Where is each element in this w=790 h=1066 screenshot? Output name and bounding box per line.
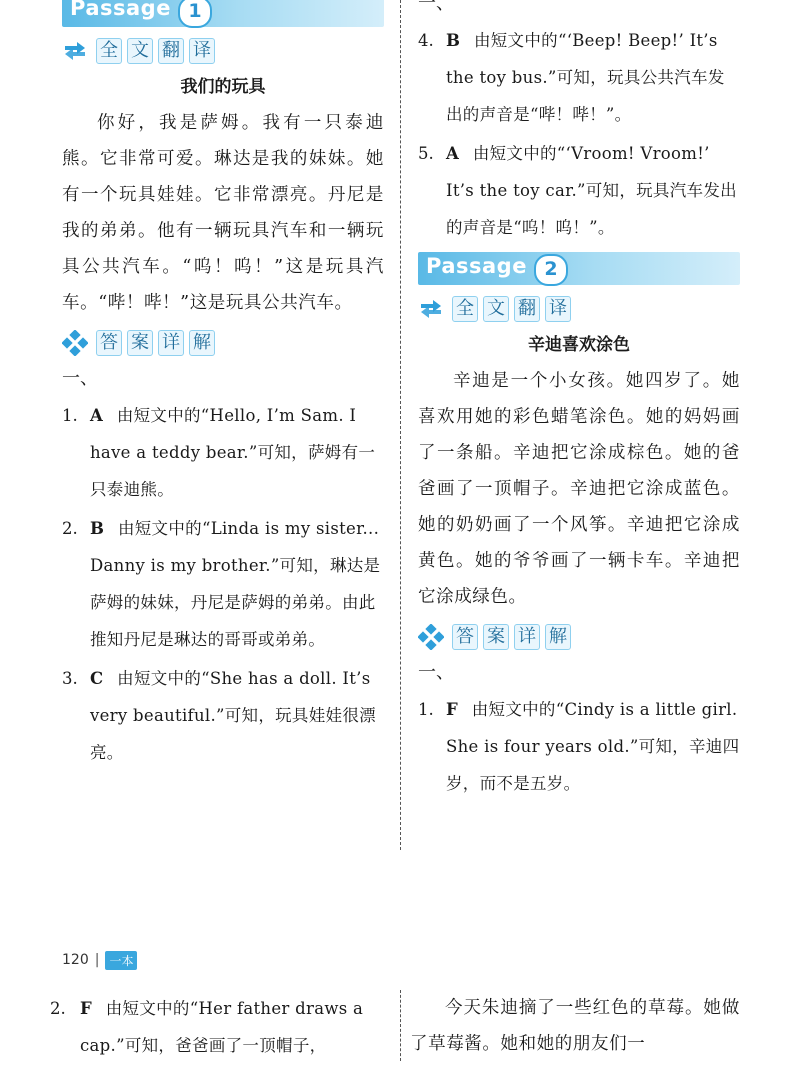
- passage-1-banner: [62, 0, 384, 27]
- right-column: [418, 0, 740, 804]
- next-page-left: [50, 990, 380, 1066]
- answer-item: [418, 22, 740, 133]
- item-answer: F: [446, 700, 458, 719]
- item-explanation: 由短文中的“Hello, I’m Sam. I have a teddy bear.”可知，萨姆有一只泰迪熊。: [90, 406, 376, 499]
- part-label: 一、: [62, 368, 98, 389]
- item-answer: B: [446, 31, 460, 50]
- passage-label: Passage: [70, 0, 171, 20]
- heading-char: 全: [96, 38, 122, 64]
- next-page-right: [410, 990, 740, 1062]
- translation-heading: [62, 33, 384, 69]
- answer-item: [62, 397, 384, 508]
- passage-label: Passage: [426, 254, 527, 278]
- item-number: 4.: [418, 31, 434, 50]
- answer-item: [418, 691, 740, 802]
- item-number: 5.: [418, 144, 434, 163]
- item-number: 1.: [418, 700, 434, 719]
- heading-char: 答: [452, 624, 478, 650]
- item-explanation: 由短文中的“Her father draws a cap.”可知，爸爸画了一顶帽子，: [80, 999, 364, 1055]
- passage-number: 2: [534, 254, 568, 286]
- item-number: 1.: [62, 406, 78, 425]
- passage-title: 我们的玩具: [180, 77, 266, 97]
- heading-char: 文: [127, 38, 153, 64]
- column-divider-bottom: [400, 990, 401, 1061]
- heading-char: 答: [96, 330, 122, 356]
- swap-arrows-icon: [62, 38, 88, 64]
- part-label: 一、: [418, 0, 454, 14]
- item-number: 3.: [62, 669, 78, 688]
- item-explanation: 由短文中的“‘Beep! Beep!’ It’s the toy bus.”可知，玩具公共汽车发出的声音是“哔！哔！”。: [446, 31, 725, 124]
- publisher-logo: 一本: [105, 951, 137, 970]
- answer-heading: [418, 619, 740, 655]
- passage-number: 1: [178, 0, 212, 28]
- heading-char: 全: [452, 296, 478, 322]
- answer-item: [62, 510, 384, 658]
- item-explanation: 由短文中的“Linda is my sister... Danny is my brother.”可知，琳达是萨姆的妹妹，丹尼是萨姆的弟弟。由此推知丹尼是琳达的哥哥或弟弟。: [90, 519, 381, 649]
- heading-char: 详: [514, 624, 540, 650]
- translation-paragraph: 今天朱迪摘了一些红色的草莓。她做了草莓酱。她和她的朋友们一: [410, 998, 740, 1054]
- answer-item: [50, 990, 380, 1064]
- answer-item: [62, 660, 384, 771]
- heading-char: 翻: [514, 296, 540, 322]
- translation-heading: [418, 291, 740, 327]
- item-explanation: 由短文中的“Cindy is a little girl. She is four years old.”可知，辛迪四岁，而不是五岁。: [446, 700, 740, 793]
- passage-title: 辛迪喜欢涂色: [528, 335, 630, 355]
- item-answer: B: [90, 519, 104, 538]
- item-number: 2.: [50, 999, 66, 1018]
- item-number: 2.: [62, 519, 78, 538]
- heading-char: 案: [127, 330, 153, 356]
- heading-char: 译: [545, 296, 571, 322]
- answer-heading: [62, 325, 384, 361]
- left-column: [62, 0, 384, 773]
- translation-paragraph: 辛迪是一个小女孩。她四岁了。她喜欢用她的彩色蜡笔涂色。她的妈妈画了一条船。辛迪把它涂成棕色。她的爸爸画了一顶帽子。辛迪把它涂成蓝色。她的奶奶画了一个风筝。辛迪把它涂成黄色。她的爷爷画了一辆卡车。辛迪把它涂成绿色。: [418, 371, 740, 607]
- footer-separator: |: [94, 952, 100, 968]
- passage-2-banner: [418, 252, 740, 285]
- part-label: 一、: [418, 662, 454, 683]
- item-explanation: 由短文中的“She has a doll. It’s very beautiful.”可知，玩具娃娃很漂亮。: [90, 669, 376, 762]
- item-answer: A: [446, 144, 459, 163]
- item-explanation: 由短文中的“‘Vroom! Vroom!’ It’s the toy car.”可知，玩具汽车发出的声音是“呜！呜！”。: [446, 144, 737, 237]
- heading-char: 解: [545, 624, 571, 650]
- page-number: 120: [62, 952, 89, 968]
- answer-item: [418, 135, 740, 246]
- item-answer: C: [90, 669, 104, 688]
- item-answer: A: [90, 406, 103, 425]
- column-divider: [400, 0, 401, 850]
- diamond-cluster-icon: [418, 624, 444, 650]
- diamond-cluster-icon: [62, 330, 88, 356]
- heading-char: 案: [483, 624, 509, 650]
- heading-char: 详: [158, 330, 184, 356]
- heading-char: 翻: [158, 38, 184, 64]
- page-footer: [62, 950, 137, 970]
- heading-char: 文: [483, 296, 509, 322]
- translation-paragraph: 你好，我是萨姆。我有一只泰迪熊。它非常可爱。琳达是我的妹妹。她有一个玩具娃娃。它非常漂亮。丹尼是我的弟弟。他有一辆玩具汽车和一辆玩具公共汽车。“呜！呜！”这是玩具汽车。“哔！哔！”这是玩具公共汽车。: [62, 113, 384, 313]
- heading-char: 解: [189, 330, 215, 356]
- heading-char: 译: [189, 38, 215, 64]
- item-answer: F: [80, 999, 92, 1018]
- swap-arrows-icon: [418, 296, 444, 322]
